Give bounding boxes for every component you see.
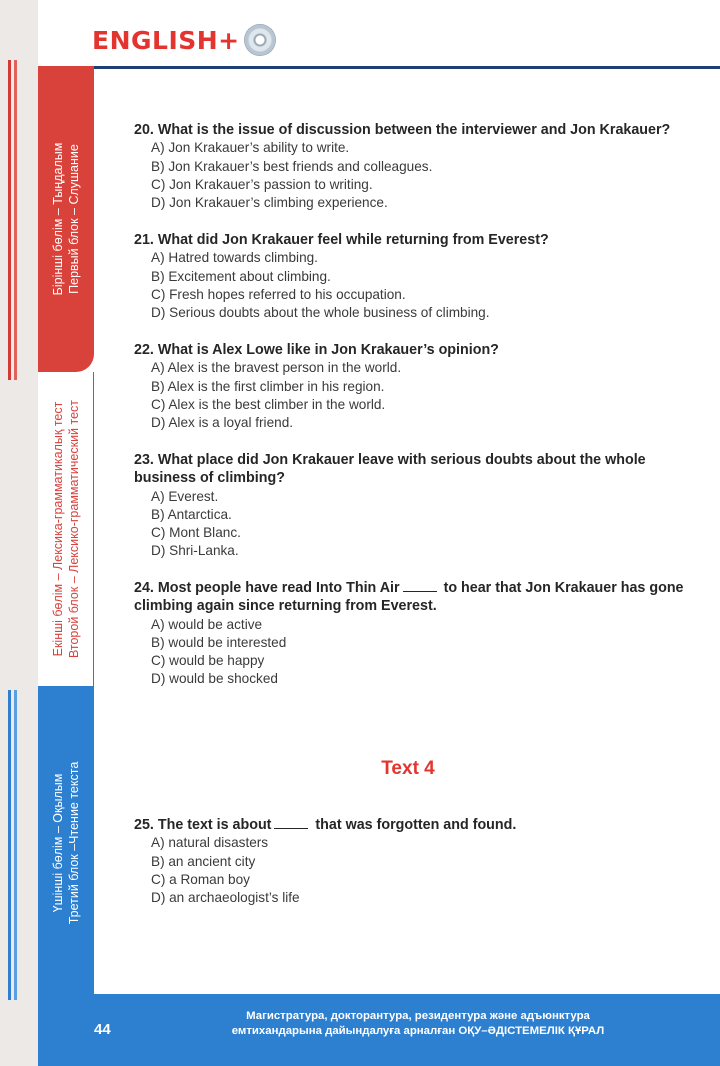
- edge-stripe-red: [8, 60, 11, 380]
- answer-blank: [274, 817, 308, 829]
- option-d[interactable]: D) Serious doubts about the whole business of climbing.: [151, 305, 490, 321]
- side-tab-grammar: [38, 372, 94, 686]
- option-c[interactable]: C) Fresh hopes referred to his occupation.: [151, 286, 406, 302]
- option-b[interactable]: B) Jon Krakauer’s best friends and colleagues.: [151, 158, 433, 174]
- side-tab-listening: [38, 66, 94, 372]
- option-b[interactable]: B) Excitement about climbing.: [151, 268, 331, 284]
- side-tab-listening-label: [50, 143, 82, 296]
- option-b[interactable]: B) Alex is the first climber in his region.: [151, 378, 385, 394]
- question-20: [134, 121, 694, 212]
- header-rule: [92, 66, 720, 69]
- option-a[interactable]: A) natural disasters: [151, 835, 269, 851]
- option-c[interactable]: C) Alex is the best climber in the world.: [151, 396, 386, 412]
- question-title: 23. What place did Jon Krakauer leave with serious doubts about the whole business of climbing?: [134, 452, 646, 487]
- question-title-part-2: to hear that Jon Krakauer has gone climbing again since returning from Everest.: [134, 580, 684, 615]
- question-title-part-2: that was forgotten and found.: [311, 817, 517, 833]
- footer-bar: [38, 994, 720, 1066]
- question-24: [134, 579, 694, 689]
- option-c[interactable]: C) Jon Krakauer’s passion to writing.: [151, 176, 373, 192]
- option-a[interactable]: A) would be active: [151, 616, 263, 632]
- edge-stripe-red-light: [14, 60, 17, 380]
- option-list: [151, 616, 694, 689]
- edge-stripe-blue-light: [14, 690, 17, 1000]
- option-list: [151, 359, 694, 432]
- side-tab-reading: [38, 686, 94, 1000]
- brand-logo: [92, 24, 276, 56]
- side-tab-grammar-ru: Второй блок – Лексико-грамматический тест: [66, 399, 81, 659]
- section-title: Text 4: [381, 758, 435, 779]
- option-b[interactable]: B) an ancient city: [151, 853, 256, 869]
- footer-line-2: емтихандарына дайындалуға арналған ОҚУ–ӘДІСТЕМЕЛІК ҚҰРАЛ: [231, 1025, 605, 1037]
- page-edge: [0, 0, 38, 1066]
- question-title-part-1: 24. Most people have read Into Thin Air: [134, 580, 400, 596]
- page-number: 44: [94, 1021, 111, 1038]
- question-25: [134, 816, 694, 907]
- question-23: [134, 451, 694, 561]
- brand-text: ENGLISH+: [92, 25, 240, 55]
- question-title: 22. What is Alex Lowe like in Jon Krakauer’s opinion?: [134, 342, 499, 358]
- option-c[interactable]: C) would be happy: [151, 653, 265, 669]
- question-title-part-1: 25. The text is about: [134, 817, 272, 833]
- side-tab-reading-kz: Үшінші бөлім – Оқылым: [51, 773, 65, 913]
- option-d[interactable]: D) Shri-Lanka.: [151, 543, 239, 559]
- cd-disc-icon: [244, 24, 276, 56]
- footer-text: [198, 1009, 638, 1039]
- edge-stripe-blue: [8, 690, 11, 1000]
- side-tab-grammar-kz: Екінші бөлім – Лексика-грамматикалық тест: [50, 401, 65, 657]
- option-d[interactable]: D) Alex is a loyal friend.: [151, 415, 294, 431]
- footer-line-1: Магистратура, докторантура, резидентура және адъюнктура: [246, 1010, 590, 1022]
- option-a[interactable]: A) Jon Krakauer’s ability to write.: [151, 140, 350, 156]
- option-list: [151, 249, 694, 322]
- option-b[interactable]: B) Antarctica.: [151, 507, 232, 523]
- question-title: 20. What is the issue of discussion between the interviewer and Jon Krakauer?: [134, 122, 671, 138]
- side-tab-listening-kz: Бірінші бөлім – Тыңдалым: [51, 142, 65, 296]
- option-list: [151, 834, 694, 907]
- option-a[interactable]: A) Hatred towards climbing.: [151, 250, 318, 266]
- answer-blank: [403, 580, 437, 592]
- question-22: [134, 341, 694, 432]
- option-a[interactable]: A) Alex is the bravest person in the world.: [151, 360, 402, 376]
- question-title: 21. What did Jon Krakauer feel while returning from Everest?: [134, 232, 549, 248]
- option-d[interactable]: D) an archaeologist’s life: [151, 890, 300, 906]
- question-21: [134, 231, 694, 322]
- question-title: [134, 579, 694, 616]
- option-c[interactable]: C) Mont Blanc.: [151, 525, 241, 541]
- side-tab-listening-ru: Первый блок – Слушание: [67, 144, 81, 294]
- option-list: [151, 488, 694, 561]
- question-title: [134, 816, 694, 834]
- option-d[interactable]: D) Jon Krakauer’s climbing experience.: [151, 195, 388, 211]
- option-d[interactable]: D) would be shocked: [151, 671, 278, 687]
- option-list: [151, 139, 694, 212]
- option-a[interactable]: A) Everest.: [151, 488, 219, 504]
- side-tab-reading-ru: Третий блок –Чтение текста: [67, 761, 81, 925]
- side-tab-grammar-label: [50, 400, 82, 658]
- option-c[interactable]: C) a Roman boy: [151, 871, 250, 887]
- option-b[interactable]: B) would be interested: [151, 635, 287, 651]
- side-tab-reading-label: [50, 762, 82, 925]
